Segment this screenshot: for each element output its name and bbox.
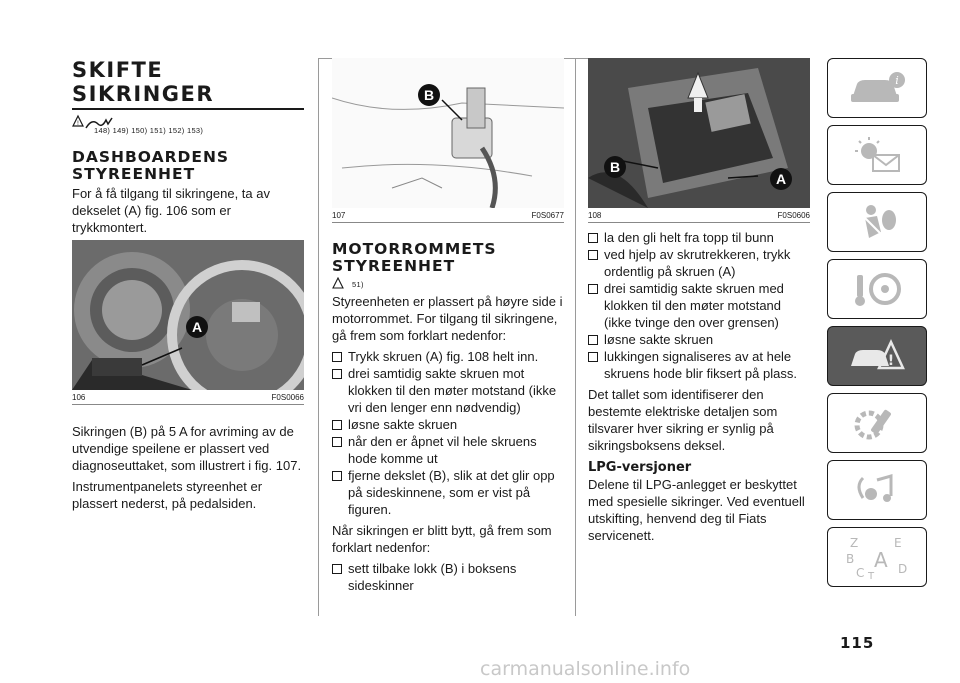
- callout-b-label: B: [609, 159, 621, 175]
- column-2: [332, 58, 564, 594]
- figure-106-caption: [72, 393, 304, 405]
- list-item: Trykk skruen (A) fig. 108 helt inn.: [332, 348, 564, 365]
- svg-text:E: E: [894, 536, 902, 550]
- list-item: drei samtidig sakte skruen med klokken til den møter motstand (ikke tvinge den over grensen): [588, 280, 810, 331]
- callout-a-label: A: [191, 319, 203, 335]
- watermark: carmanualsonline.info: [480, 658, 691, 680]
- list-item: lukkingen signaliseres av at hele skruens hode blir fiksert på plass.: [588, 348, 810, 382]
- multimedia-icon: [847, 470, 907, 510]
- maintenance-icon: [847, 403, 907, 443]
- diagnostic-socket-drawing-icon: [332, 58, 564, 208]
- figure-108: [588, 58, 810, 208]
- svg-text:!: !: [76, 120, 80, 127]
- paragraph-fuse-id: Det tallet som identifiserer den bestemte elektriske detaljen som tilsvarer hver sikring er synlig på sikringsboksens deksel.: [588, 387, 778, 453]
- checkbox-bullet-icon: [588, 233, 598, 243]
- callout-b-label: B: [423, 87, 435, 103]
- page-title: SKIFTE SIKRINGER: [72, 58, 215, 106]
- page-number: 115: [840, 634, 875, 652]
- index-icon: [842, 533, 912, 581]
- figure-code: F0S0606: [777, 211, 810, 220]
- svg-text:B: B: [846, 552, 855, 566]
- tab-emergency[interactable]: [827, 326, 927, 386]
- warning-ref-numbers: 148) 149) 150) 151) 152) 153): [94, 126, 204, 135]
- callout-b: [604, 156, 626, 178]
- tab-warning-lights[interactable]: [827, 125, 927, 185]
- column-3: [588, 58, 810, 548]
- intro-text: For å få tilgang til sikringene, ta av dekselet (A) fig. 106 som er trykkmontert.: [72, 186, 270, 235]
- svg-text:Z: Z: [850, 536, 859, 550]
- dashboard-photo-icon: [72, 240, 304, 390]
- steering-key-icon: [847, 269, 907, 309]
- figure-number: 106: [72, 393, 86, 402]
- warning-ref: [332, 277, 564, 289]
- list-item: løsne sakte skruen: [588, 331, 810, 348]
- svg-text:i: i: [895, 74, 899, 87]
- figure-code: F0S0066: [271, 393, 304, 402]
- callout-a: [770, 168, 792, 190]
- svg-text:T: T: [868, 571, 875, 581]
- figure-106: [72, 240, 304, 390]
- figure-108-caption: [588, 211, 810, 223]
- list-item: ved hjelp av skrutrekkeren, trykk ordentlig på skruen (A): [588, 246, 810, 280]
- checkbox-bullet-icon: [332, 369, 342, 379]
- checkbox-bullet-icon: [332, 564, 342, 574]
- tab-car-info[interactable]: [827, 58, 927, 118]
- tab-driving[interactable]: [827, 259, 927, 319]
- chapter-tabs: [827, 58, 927, 594]
- subtitle-engine-unit: MOTORROMMETS STYREENHET: [332, 240, 497, 275]
- paragraph-lpg: Delene til LPG-anlegget er beskyttet med spesielle sikringer. Ved eventuell utskifting, henvend deg til Fiats servicenett.: [588, 477, 805, 543]
- warning-icon: [332, 277, 344, 289]
- figure-code: F0S0677: [531, 211, 564, 220]
- checkbox-bullet-icon: [588, 284, 598, 294]
- figure-number: 108: [588, 211, 602, 220]
- callout-a-label: A: [775, 171, 787, 187]
- subtitle-dashboard-unit: DASHBOARDENS STYREENHET: [72, 148, 230, 183]
- checkbox-bullet-icon: [332, 420, 342, 430]
- tab-maintenance[interactable]: [827, 393, 927, 453]
- paragraph-fuse-b: Sikringen (B) på 5 A for avriming av de utvendige speilene er plassert ved diagnoseuttaket, som illustrert i fig. 107.: [72, 424, 302, 473]
- checkbox-bullet-icon: [588, 250, 598, 260]
- steps-list: [332, 348, 564, 518]
- column-divider: [318, 58, 319, 616]
- callout-a: [186, 316, 208, 338]
- warning-ref-number: 51): [352, 280, 364, 289]
- list-item: drei samtidig sakte skruen mot klokken til den møter motstand (ikke vri den lenger enn nødvendig): [332, 365, 564, 416]
- svg-text:A: A: [874, 548, 888, 572]
- breakdown-icon: [847, 336, 907, 376]
- tab-multimedia[interactable]: [827, 460, 927, 520]
- figure-107: [332, 58, 564, 208]
- callout-b: [418, 84, 440, 106]
- list-item: når den er åpnet vil hele skruens hode komme ut: [332, 433, 564, 467]
- figure-number: 107: [332, 211, 346, 220]
- checkbox-bullet-icon: [332, 437, 342, 447]
- svg-text:!: !: [887, 353, 895, 369]
- checkbox-bullet-icon: [332, 471, 342, 481]
- list-item: sett tilbake lokk (B) i boksens sideskinner: [332, 560, 564, 594]
- subtitle-lpg: LPG-versjoner: [588, 460, 692, 475]
- checkbox-bullet-icon: [332, 352, 342, 362]
- svg-text:D: D: [898, 562, 908, 576]
- list-item: løsne sakte skruen: [332, 416, 564, 433]
- car-info-icon: [847, 68, 907, 108]
- column-divider: [575, 58, 576, 616]
- figure-107-caption: [332, 211, 564, 223]
- column-1: [72, 58, 304, 516]
- paragraph-instrument-unit: Instrumentpanelets styreenhet er plassert nederst, på pedalsiden.: [72, 479, 263, 511]
- tab-safety[interactable]: [827, 192, 927, 252]
- svg-text:C: C: [856, 566, 865, 580]
- steps-list: [588, 229, 810, 382]
- checkbox-bullet-icon: [588, 335, 598, 345]
- airbag-safety-icon: [847, 202, 907, 242]
- engine-intro: Styreenheten er plassert på høyre side i motorrommet. For tilgang til sikringene, gå frem som forklart nedenfor:: [332, 294, 563, 343]
- paragraph-after-replace: Når sikringen er blitt bytt, gå frem som forklart nedenfor:: [332, 523, 552, 555]
- tab-index[interactable]: [827, 527, 927, 587]
- list-item: fjerne dekslet (B), slik at det glir opp på sideskinnene, som er vist på figuren.: [332, 467, 564, 518]
- checkbox-bullet-icon: [588, 352, 598, 362]
- warning-light-icon: [847, 135, 907, 175]
- list-item: la den gli helt fra topp til bunn: [588, 229, 810, 246]
- title-rule: [72, 108, 304, 110]
